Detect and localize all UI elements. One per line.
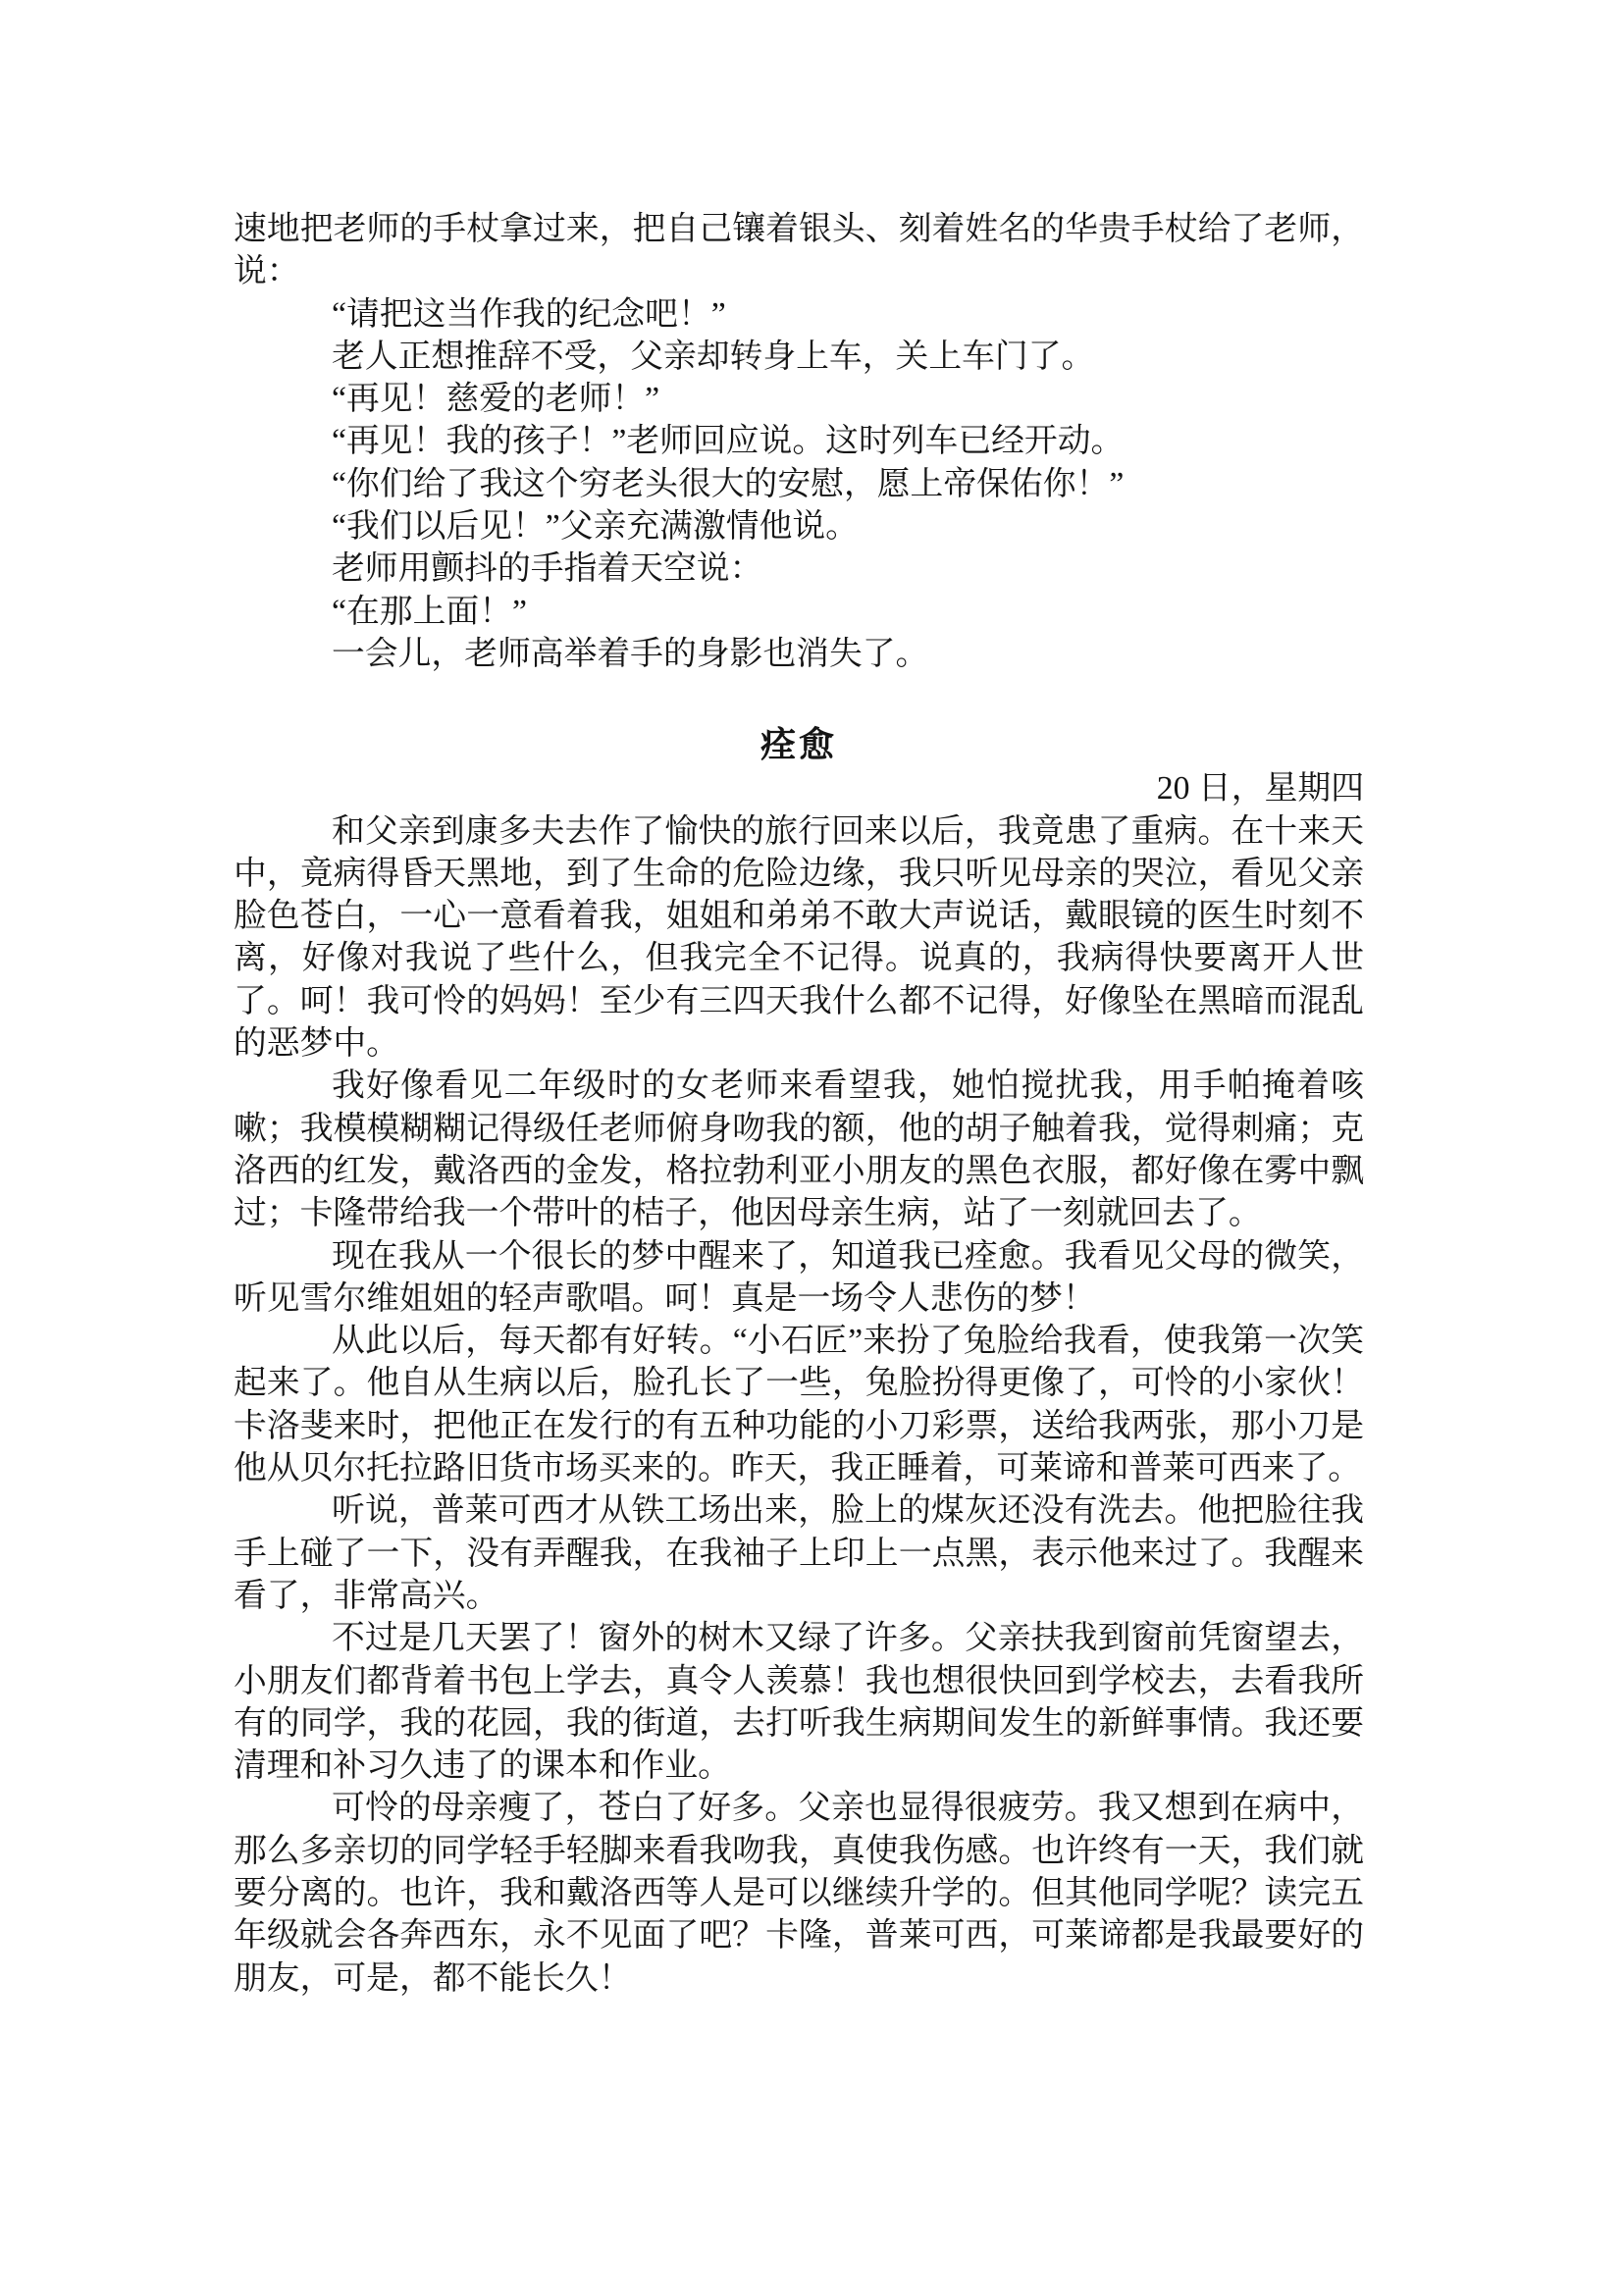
dialogue-line: “你们给了我这个穷老头很大的安慰，愿上帝保佑你！” — [332, 465, 1125, 502]
body-paragraph: 现在我从一个很长的梦中醒来了，知道我已痊愈。我看见父母的微笑，听见雪尔维姐姐的轻声歌唱。呵！真是一场令人悲伤的梦！ — [234, 1237, 1364, 1317]
dialogue-line: “再见！我的孩子！”老师回应说。这时列车已经开动。 — [332, 423, 1125, 460]
body-paragraph: 可怜的母亲瘦了，苍白了好多。父亲也显得很疲劳。我又想到在病中，那么多亲切的同学轻手轻脚来看我吻我，真使我伤感。也许终有一天，我们就要分离的。也许，我和戴洛西等人是可以继续升学的。但其他同学呢？读完五年级就会各奔西东，永不见面了吧？卡隆，普莱可西，可莱谛都是我最要好的朋友，可是，都不能长久！ — [234, 1790, 1364, 1997]
dialogue-line: “在那上面！” — [332, 593, 527, 630]
body-paragraph: 从此以后，每天都有好转。“小石匠”来扮了兔脸给我看，使我第一次笑起来了。他自从生病以后，脸孔长了一些，兔脸扮得更像了，可怜的小家伙！卡洛斐来时，把他正在发行的有五种功能的小刀彩票，送给我两张，那小刀是他从贝尔托拉路旧货市场买来的。昨天，我正睡着，可莱谛和普莱可西来了。 — [234, 1323, 1364, 1487]
text-block — [234, 208, 1364, 2000]
body-paragraph: 听说，普莱可西才从铁工场出来，脸上的煤灰还没有洗去。他把脸往我手上碰了一下，没有弄醒我，在我袖子上印上一点黑，表示他来过了。我醒来看了，非常高兴。 — [234, 1492, 1364, 1614]
paragraph-continuation: 速地把老师的手杖拿过来，把自己镶着银头、刻着姓名的华贵手杖给了老师，说： — [234, 211, 1364, 290]
dialogue-line: “再见！慈爱的老师！” — [332, 381, 660, 418]
body-paragraph: 不过是几天罢了！窗外的树木又绿了许多。父亲扶我到窗前凭窗望去，小朋友们都背着书包上学去，真令人羡慕！我也想很快回到学校去，去看我所有的同学，我的花园，我的街道，去打听我生病期间发生的新鲜事情。我还要清理和补习久违了的课本和作业。 — [234, 1620, 1364, 1785]
dateline: 20 日，星期四 — [1156, 770, 1364, 808]
dialogue-line: 老人正想推辞不受，父亲却转身上车，关上车门了。 — [332, 338, 1095, 375]
dialogue-line: “我们以后见！”父亲充满激情他说。 — [332, 508, 859, 546]
dialogue-line: “请把这当作我的纪念吧！” — [332, 295, 726, 333]
chapter-title: 痊愈 — [760, 725, 837, 765]
dialogue-line: 老师用颤抖的手指着天空说： — [332, 550, 763, 588]
body-paragraph: 我好像看见二年级时的女老师来看望我，她怕搅扰我，用手帕掩着咳嗽；我模模糊糊记得级任老师俯身吻我的额，他的胡子触着我，觉得刺痛；克洛西的红发，戴洛西的金发，格拉勃利亚小朋友的黑色衣服，都好像在雾中飘过；卡隆带给我一个带叶的桔子，他因母亲生病，站了一刻就回去了。 — [234, 1068, 1364, 1232]
dialogue-line: 一会儿，老师高举着手的身影也消失了。 — [332, 635, 929, 672]
body-paragraph: 和父亲到康多夫去作了愉快的旅行回来以后，我竟患了重病。在十来天中，竟病得昏天黑地，到了生命的危险边缘，我只听见母亲的哭泣，看见父亲脸色苍白，一心一意看着我，姐姐和弟弟不敢大声说话，戴眼镜的医生时刻不离，好像对我说了些什么，但我完全不记得。说真的，我病得快要离开人世了。呵！我可怜的妈妈！至少有三四天我什么都不记得，好像坠在黑暗而混乱的恶梦中。 — [234, 812, 1364, 1063]
